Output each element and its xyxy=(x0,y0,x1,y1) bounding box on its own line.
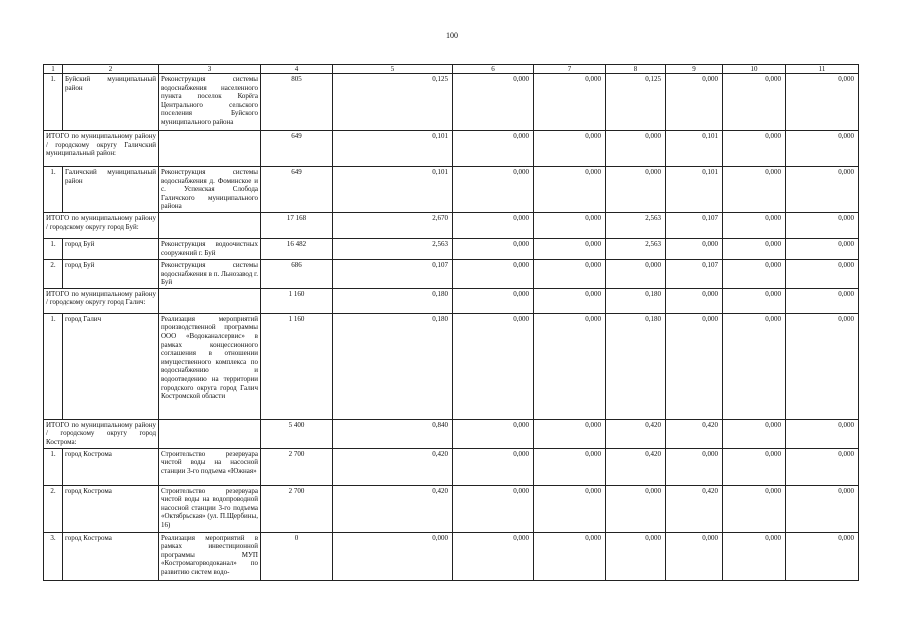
value-cell-c8: 0,000 xyxy=(606,167,666,213)
table-row xyxy=(44,532,859,580)
value-cell-c8: 0,000 xyxy=(606,260,666,289)
value-cell-c9: 0,420 xyxy=(666,419,723,448)
data-table xyxy=(43,64,859,581)
value-cell-c8: 0,000 xyxy=(606,131,666,167)
value-cell-c4: 16 482 xyxy=(261,239,333,260)
description-cell: Строительство резервуара чистой воды на насосной станции 3-го подъема «Южная» xyxy=(159,448,261,485)
description-cell: Строительство резервуара чистой воды на водопроводной насосной станции 3-го подъема «Октябрьская» (ул. П.Щербины, 16) xyxy=(159,485,261,532)
municipality-cell: город Буй xyxy=(63,260,159,289)
value-cell-c5: 0,420 xyxy=(333,485,453,532)
column-header: 4 xyxy=(261,65,333,74)
row-index: 1. xyxy=(44,74,63,131)
column-header: 11 xyxy=(786,65,859,74)
empty-cell xyxy=(159,213,261,239)
empty-cell xyxy=(159,419,261,448)
value-cell-c6: 0,000 xyxy=(453,74,534,131)
total-label: ИТОГО по муниципальному району / городскому округу город Буй: xyxy=(44,213,159,239)
value-cell-c9: 0,101 xyxy=(666,167,723,213)
value-cell-c11: 0,000 xyxy=(786,448,859,485)
table-row xyxy=(44,239,859,260)
value-cell-c11: 0,000 xyxy=(786,131,859,167)
value-cell-c5: 0,101 xyxy=(333,131,453,167)
value-cell-c10: 0,000 xyxy=(723,260,786,289)
table-row xyxy=(44,313,859,419)
value-cell-c4: 649 xyxy=(261,167,333,213)
value-cell-c7: 0,000 xyxy=(534,288,606,313)
value-cell-c9: 0,420 xyxy=(666,485,723,532)
value-cell-c4: 5 400 xyxy=(261,419,333,448)
value-cell-c5: 0,180 xyxy=(333,288,453,313)
value-cell-c6: 0,000 xyxy=(453,213,534,239)
row-index: 2. xyxy=(44,260,63,289)
value-cell-c10: 0,000 xyxy=(723,485,786,532)
value-cell-c10: 0,000 xyxy=(723,313,786,419)
value-cell-c5: 0,840 xyxy=(333,419,453,448)
value-cell-c5: 0,420 xyxy=(333,448,453,485)
value-cell-c9: 0,000 xyxy=(666,448,723,485)
value-cell-c9: 0,000 xyxy=(666,239,723,260)
value-cell-c4: 805 xyxy=(261,74,333,131)
value-cell-c7: 0,000 xyxy=(534,313,606,419)
total-label: ИТОГО по муниципальному району / городскому округу Галичский муниципальный район: xyxy=(44,131,159,167)
value-cell-c11: 0,000 xyxy=(786,167,859,213)
value-cell-c7: 0,000 xyxy=(534,419,606,448)
total-row xyxy=(44,213,859,239)
municipality-cell: город Кострома xyxy=(63,485,159,532)
value-cell-c11: 0,000 xyxy=(786,532,859,580)
value-cell-c8: 0,125 xyxy=(606,74,666,131)
value-cell-c9: 0,000 xyxy=(666,74,723,131)
column-header: 7 xyxy=(534,65,606,74)
value-cell-c7: 0,000 xyxy=(534,213,606,239)
value-cell-c11: 0,000 xyxy=(786,239,859,260)
value-cell-c4: 649 xyxy=(261,131,333,167)
value-cell-c7: 0,000 xyxy=(534,74,606,131)
value-cell-c6: 0,000 xyxy=(453,448,534,485)
value-cell-c6: 0,000 xyxy=(453,532,534,580)
value-cell-c11: 0,000 xyxy=(786,74,859,131)
column-header: 9 xyxy=(666,65,723,74)
value-cell-c4: 17 168 xyxy=(261,213,333,239)
header-row xyxy=(44,65,859,74)
row-index: 1. xyxy=(44,167,63,213)
table-row xyxy=(44,260,859,289)
value-cell-c4: 2 700 xyxy=(261,448,333,485)
value-cell-c8: 0,000 xyxy=(606,485,666,532)
value-cell-c4: 2 700 xyxy=(261,485,333,532)
value-cell-c10: 0,000 xyxy=(723,213,786,239)
description-cell: Реконструкция системы водоснабжения д. Фоминское и с. Успенская Слобода Галичского муниципального района xyxy=(159,167,261,213)
row-index: 1. xyxy=(44,239,63,260)
value-cell-c10: 0,000 xyxy=(723,131,786,167)
value-cell-c4: 686 xyxy=(261,260,333,289)
value-cell-c7: 0,000 xyxy=(534,448,606,485)
value-cell-c6: 0,000 xyxy=(453,485,534,532)
value-cell-c5: 2,670 xyxy=(333,213,453,239)
value-cell-c7: 0,000 xyxy=(534,532,606,580)
value-cell-c10: 0,000 xyxy=(723,167,786,213)
description-cell: Реконструкция системы водоснабжения населенного пункта поселок Корёга Центрального сельского поселения Буйского муниципального района xyxy=(159,74,261,131)
column-header: 8 xyxy=(606,65,666,74)
empty-cell xyxy=(159,288,261,313)
value-cell-c6: 0,000 xyxy=(453,288,534,313)
value-cell-c10: 0,000 xyxy=(723,288,786,313)
value-cell-c7: 0,000 xyxy=(534,167,606,213)
value-cell-c5: 0,101 xyxy=(333,167,453,213)
municipality-cell: город Кострома xyxy=(63,532,159,580)
value-cell-c11: 0,000 xyxy=(786,485,859,532)
value-cell-c9: 0,101 xyxy=(666,131,723,167)
value-cell-c10: 0,000 xyxy=(723,448,786,485)
value-cell-c9: 0,000 xyxy=(666,313,723,419)
row-index: 1. xyxy=(44,313,63,419)
municipality-cell: Галичский муниципальный район xyxy=(63,167,159,213)
description-cell: Реконструкция водоочистных сооружений г. Буй xyxy=(159,239,261,260)
column-header: 1 xyxy=(44,65,63,74)
value-cell-c5: 0,180 xyxy=(333,313,453,419)
value-cell-c8: 0,180 xyxy=(606,313,666,419)
value-cell-c6: 0,000 xyxy=(453,419,534,448)
table-row xyxy=(44,74,859,131)
value-cell-c11: 0,000 xyxy=(786,288,859,313)
row-index: 3. xyxy=(44,532,63,580)
total-row xyxy=(44,419,859,448)
row-index: 1. xyxy=(44,448,63,485)
value-cell-c4: 1 160 xyxy=(261,288,333,313)
value-cell-c5: 0,107 xyxy=(333,260,453,289)
description-cell: Реализация мероприятий в рамках инвестиционной программы МУП «Костромагорводоканал» по развитию систем водо- xyxy=(159,532,261,580)
total-label: ИТОГО по муниципальному району / городскому округу город Кострома: xyxy=(44,419,159,448)
value-cell-c9: 0,000 xyxy=(666,288,723,313)
value-cell-c4: 1 160 xyxy=(261,313,333,419)
value-cell-c11: 0,000 xyxy=(786,313,859,419)
column-header: 5 xyxy=(333,65,453,74)
value-cell-c5: 2,563 xyxy=(333,239,453,260)
value-cell-c6: 0,000 xyxy=(453,313,534,419)
municipality-cell: город Кострома xyxy=(63,448,159,485)
value-cell-c8: 0,420 xyxy=(606,448,666,485)
table-row xyxy=(44,485,859,532)
value-cell-c6: 0,000 xyxy=(453,131,534,167)
total-row xyxy=(44,288,859,313)
municipality-cell: Буйский муниципальный район xyxy=(63,74,159,131)
description-cell: Реализация мероприятий производственной программы ООО «Водоканалсервис» в рамках концессионного соглашения в отношении имущественного комплекса по водоснабжению и водоотведению на территории городского округа город Галич Костромской области xyxy=(159,313,261,419)
value-cell-c11: 0,000 xyxy=(786,260,859,289)
value-cell-c8: 0,180 xyxy=(606,288,666,313)
value-cell-c7: 0,000 xyxy=(534,485,606,532)
description-cell: Реконструкция системы водоснабжения в п. Льнозавод г. Буй xyxy=(159,260,261,289)
value-cell-c5: 0,000 xyxy=(333,532,453,580)
value-cell-c8: 0,420 xyxy=(606,419,666,448)
page-number: 100 xyxy=(446,31,458,40)
value-cell-c9: 0,107 xyxy=(666,260,723,289)
value-cell-c4: 0 xyxy=(261,532,333,580)
value-cell-c6: 0,000 xyxy=(453,239,534,260)
value-cell-c11: 0,000 xyxy=(786,419,859,448)
empty-cell xyxy=(159,131,261,167)
value-cell-c11: 0,000 xyxy=(786,213,859,239)
value-cell-c7: 0,000 xyxy=(534,131,606,167)
column-header: 10 xyxy=(723,65,786,74)
total-label: ИТОГО по муниципальному району / городскому округу город Галич: xyxy=(44,288,159,313)
value-cell-c7: 0,000 xyxy=(534,260,606,289)
value-cell-c10: 0,000 xyxy=(723,419,786,448)
table-row xyxy=(44,448,859,485)
value-cell-c10: 0,000 xyxy=(723,239,786,260)
column-header: 2 xyxy=(63,65,159,74)
value-cell-c9: 0,107 xyxy=(666,213,723,239)
value-cell-c10: 0,000 xyxy=(723,532,786,580)
value-cell-c6: 0,000 xyxy=(453,260,534,289)
value-cell-c10: 0,000 xyxy=(723,74,786,131)
value-cell-c7: 0,000 xyxy=(534,239,606,260)
value-cell-c9: 0,000 xyxy=(666,532,723,580)
value-cell-c8: 2,563 xyxy=(606,239,666,260)
column-header: 3 xyxy=(159,65,261,74)
column-header: 6 xyxy=(453,65,534,74)
value-cell-c6: 0,000 xyxy=(453,167,534,213)
value-cell-c5: 0,125 xyxy=(333,74,453,131)
row-index: 2. xyxy=(44,485,63,532)
municipality-cell: город Буй xyxy=(63,239,159,260)
value-cell-c8: 0,000 xyxy=(606,532,666,580)
value-cell-c8: 2,563 xyxy=(606,213,666,239)
municipality-cell: город Галич xyxy=(63,313,159,419)
table-row xyxy=(44,167,859,213)
total-row xyxy=(44,131,859,167)
